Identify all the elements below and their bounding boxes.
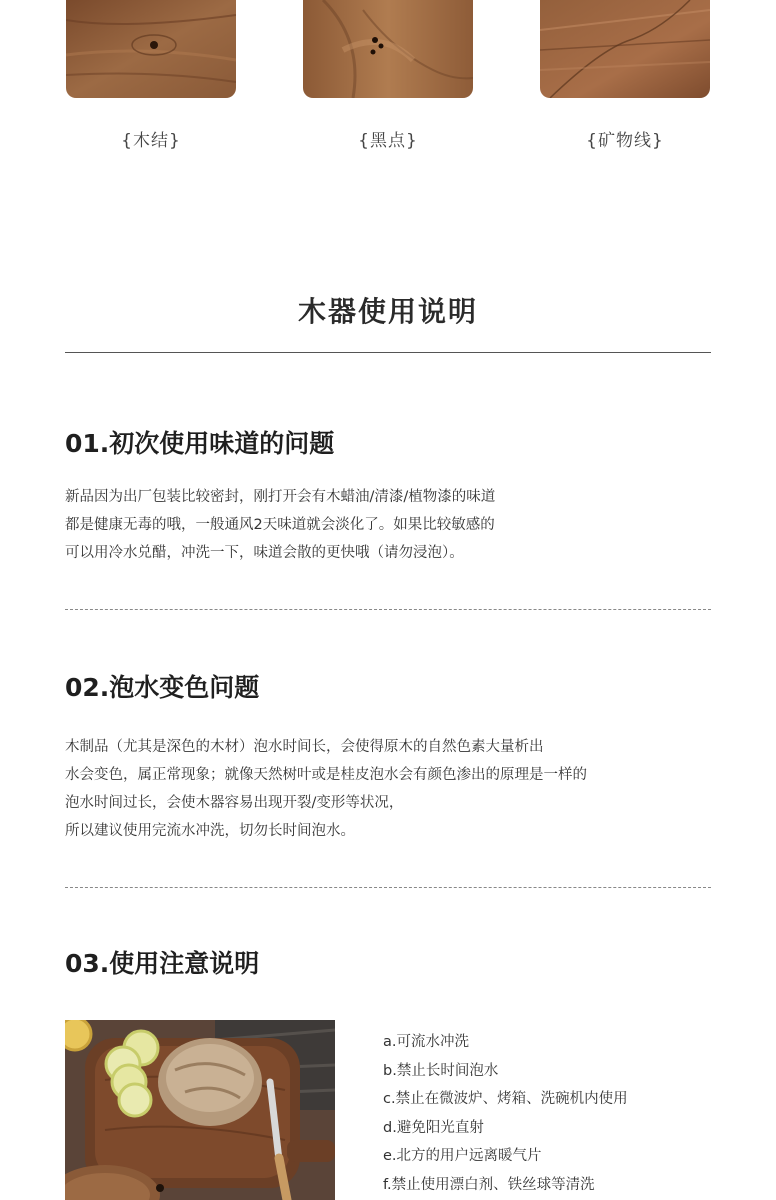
wood-caption-black-spot: {黑点} bbox=[358, 131, 418, 151]
wood-caption-knot: {木结} bbox=[121, 131, 181, 151]
list-item: e.北方的用户远离暖气片 bbox=[383, 1148, 542, 1164]
usage-notes-list bbox=[383, 1028, 628, 1199]
paragraph-line: 所以建议使用完流水冲洗，切勿长时间泡水。 bbox=[65, 823, 355, 839]
wood-caption-mineral-line: {矿物线} bbox=[586, 131, 664, 151]
section-divider bbox=[65, 887, 711, 888]
section-title-03: 03.使用注意说明 bbox=[65, 949, 260, 978]
title-divider bbox=[65, 352, 711, 353]
list-item: a.可流水冲洗 bbox=[383, 1034, 469, 1050]
list-item: d.避免阳光直射 bbox=[383, 1119, 484, 1136]
wood-sample-knot bbox=[66, 0, 236, 98]
paragraph-line: 可以用冷水兑醋，冲洗一下，味道会散的更快哦（请勿浸泡）。 bbox=[65, 545, 464, 561]
paragraph-line: 木制品（尤其是深色的木材）泡水时间长，会使得原木的自然色素大量析出 bbox=[65, 739, 544, 755]
section-divider bbox=[65, 609, 711, 610]
paragraph-line: 都是健康无毒的哦，一般通风2天味道就会淡化了。如果比较敏感的 bbox=[65, 517, 495, 533]
wood-sample-mineral-line bbox=[540, 0, 710, 98]
paragraph-line: 水会变色，属正常现象；就像天然树叶或是桂皮泡水会有颜色渗出的原理是一样的 bbox=[65, 767, 587, 783]
list-item: f.禁止使用漂白剂、铁丝球等清洗 bbox=[383, 1176, 595, 1193]
section-title-02: 02.泡水变色问题 bbox=[65, 673, 260, 702]
section-title-01: 01.初次使用味道的问题 bbox=[65, 429, 335, 458]
list-item: b.禁止长时间泡水 bbox=[383, 1062, 499, 1079]
section-paragraph-02 bbox=[65, 733, 745, 845]
cutting-board-photo bbox=[65, 1020, 335, 1200]
paragraph-line: 新品因为出厂包装比较密封，刚打开会有木蜡油/清漆/植物漆的味道 bbox=[65, 489, 496, 505]
list-item: c.禁止在微波炉、烤箱、洗碗机内使用 bbox=[383, 1091, 628, 1107]
paragraph-line: 泡水时间过长，会使木器容易出现开裂/变形等状况， bbox=[65, 795, 404, 811]
page-title: 木器使用说明 bbox=[297, 295, 478, 328]
wood-sample-black-spot bbox=[303, 0, 473, 98]
section-paragraph-01 bbox=[65, 483, 745, 567]
